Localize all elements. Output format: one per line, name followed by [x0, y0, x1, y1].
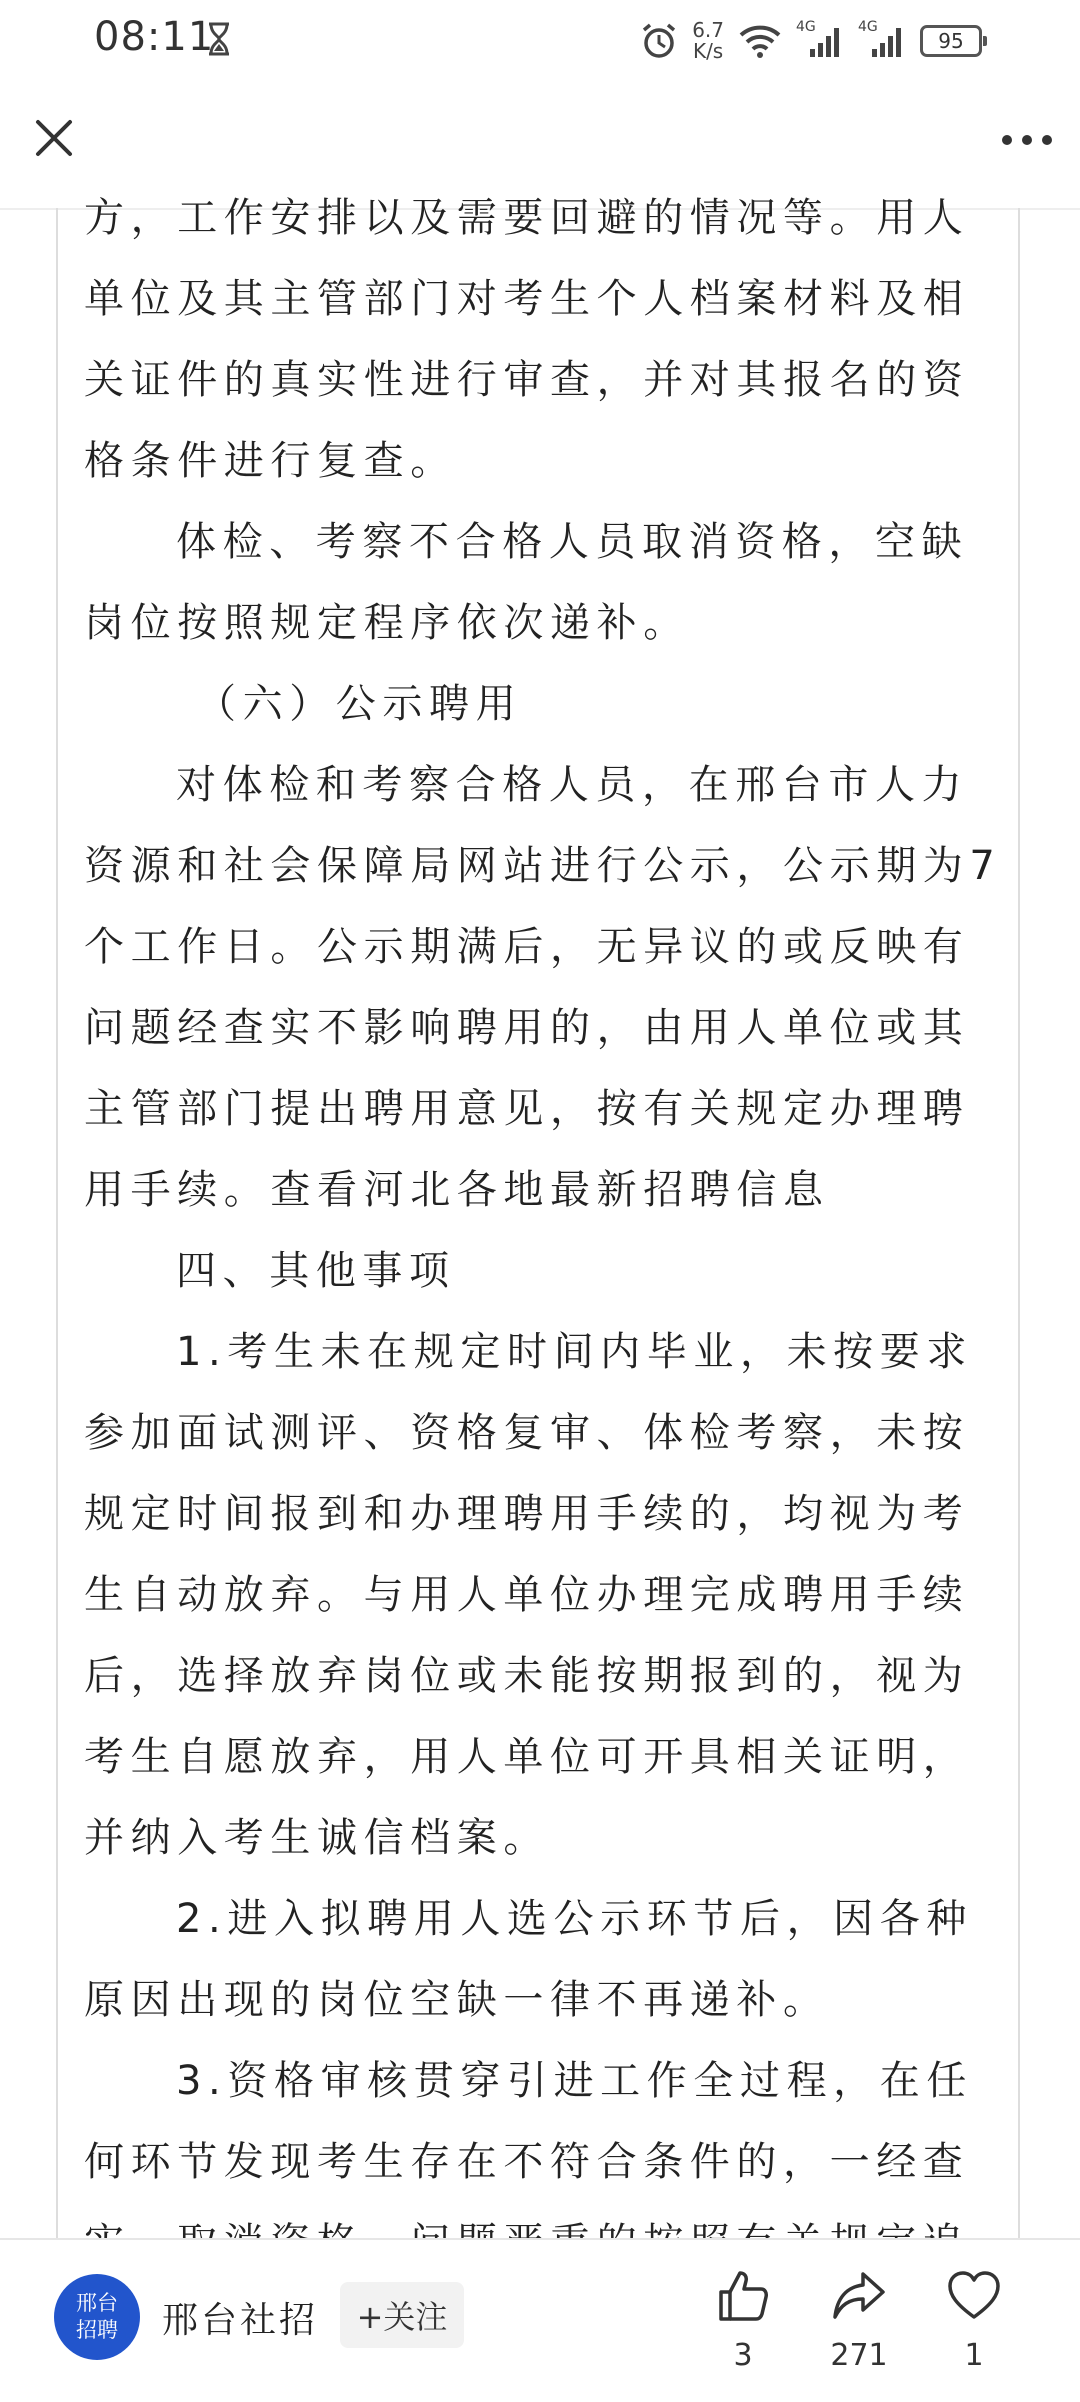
- battery-icon: [920, 25, 982, 57]
- like-button[interactable]: [683, 2268, 803, 2373]
- section-heading: （六）公示聘用: [196, 681, 523, 727]
- close-icon[interactable]: [30, 114, 78, 162]
- wifi-icon: [738, 23, 782, 59]
- article-link-line[interactable]: 用手续。查看河北各地最新招聘信息: [84, 1167, 830, 1213]
- share-button[interactable]: [799, 2268, 919, 2373]
- network-type-2: 4G: [858, 19, 878, 35]
- article-line: 主管部门提出聘用意见，按有关规定办理聘: [84, 1086, 970, 1132]
- status-time: 08:11: [94, 14, 215, 60]
- speed-unit: K/s: [692, 39, 724, 63]
- article-line: 生自动放弃。与用人单位办理完成聘用手续: [84, 1572, 970, 1618]
- more-dots-icon[interactable]: [998, 120, 1056, 160]
- network-type-1: 4G: [796, 19, 816, 35]
- article-line: 2.进入拟聘用人选公示环节后，因各种: [176, 1896, 973, 1942]
- article-line: 考生自愿放弃，用人单位可开具相关证明，: [84, 1734, 970, 1780]
- heart-icon: [946, 2268, 1002, 2324]
- article-line: 资源和社会保障局网站进行公示，公示期为7: [84, 843, 1002, 889]
- article-line: 后，选择放弃岗位或未能按期报到的，视为: [84, 1653, 970, 1699]
- alarm-icon: [640, 22, 678, 60]
- article-line: 体检、考察不合格人员取消资格，空缺: [176, 519, 969, 565]
- article-line: 关证件的真实性进行审查，并对其报名的资: [84, 357, 970, 403]
- article-line: 问题经查实不影响聘用的，由用人单位或其: [84, 1005, 970, 1051]
- article-line: 何环节发现考生存在不符合条件的，一经查: [84, 2139, 970, 2185]
- article-body: [84, 178, 1002, 2284]
- article-line: 对体检和考察合格人员，在邢台市人力: [176, 762, 969, 808]
- avatar-text-line2: 招聘: [76, 2318, 118, 2342]
- favorite-button[interactable]: [914, 2268, 1034, 2373]
- article-line: 并纳入考生诚信档案。: [84, 1815, 550, 1861]
- article-line: 规定时间报到和办理聘用手续的，均视为考: [84, 1491, 970, 1537]
- status-bar: [0, 0, 1080, 80]
- share-arrow-icon: [831, 2268, 887, 2324]
- account-name[interactable]: 邢台社招: [162, 2300, 319, 2341]
- network-speed: [692, 20, 724, 62]
- article-line: 原因出现的岗位空缺一律不再递补。: [84, 1977, 830, 2023]
- signal-2: [858, 19, 906, 59]
- like-count: 3: [733, 2338, 753, 2373]
- bottom-action-bar: [0, 2238, 1080, 2402]
- article-frame: [56, 195, 1020, 2238]
- favorite-count: 1: [964, 2338, 984, 2373]
- article-line: 个工作日。公示期满后，无异议的或反映有: [84, 924, 970, 970]
- signal-bars-icon: [796, 23, 844, 59]
- follow-button[interactable]: +关注: [340, 2282, 464, 2348]
- signal-bars-icon: [858, 23, 906, 59]
- signal-1: [796, 19, 844, 59]
- avatar[interactable]: [54, 2274, 140, 2360]
- article-line: 1.考生未在规定时间内毕业，未按要求: [176, 1329, 973, 1375]
- speed-value: 6.7: [692, 18, 724, 42]
- article-line: 单位及其主管部门对考生个人档案材料及相: [84, 276, 970, 322]
- share-count: 271: [830, 2338, 888, 2373]
- hourglass-icon: [206, 22, 232, 56]
- article-line: 格条件进行复查。: [84, 438, 457, 484]
- article-line: 方，工作安排以及需要回避的情况等。用人: [84, 195, 970, 241]
- battery-level: 95: [938, 29, 964, 53]
- article-line: 3.资格审核贯穿引进工作全过程，在任: [176, 2058, 973, 2104]
- section-heading: 四、其他事项: [176, 1248, 456, 1294]
- thumbs-up-icon: [715, 2268, 771, 2324]
- article-line: 岗位按照规定程序依次递补。: [84, 600, 690, 646]
- avatar-text-line1: 邢台: [76, 2291, 118, 2315]
- article-line: 参加面试测评、资格复审、体检考察，未按: [84, 1410, 970, 1456]
